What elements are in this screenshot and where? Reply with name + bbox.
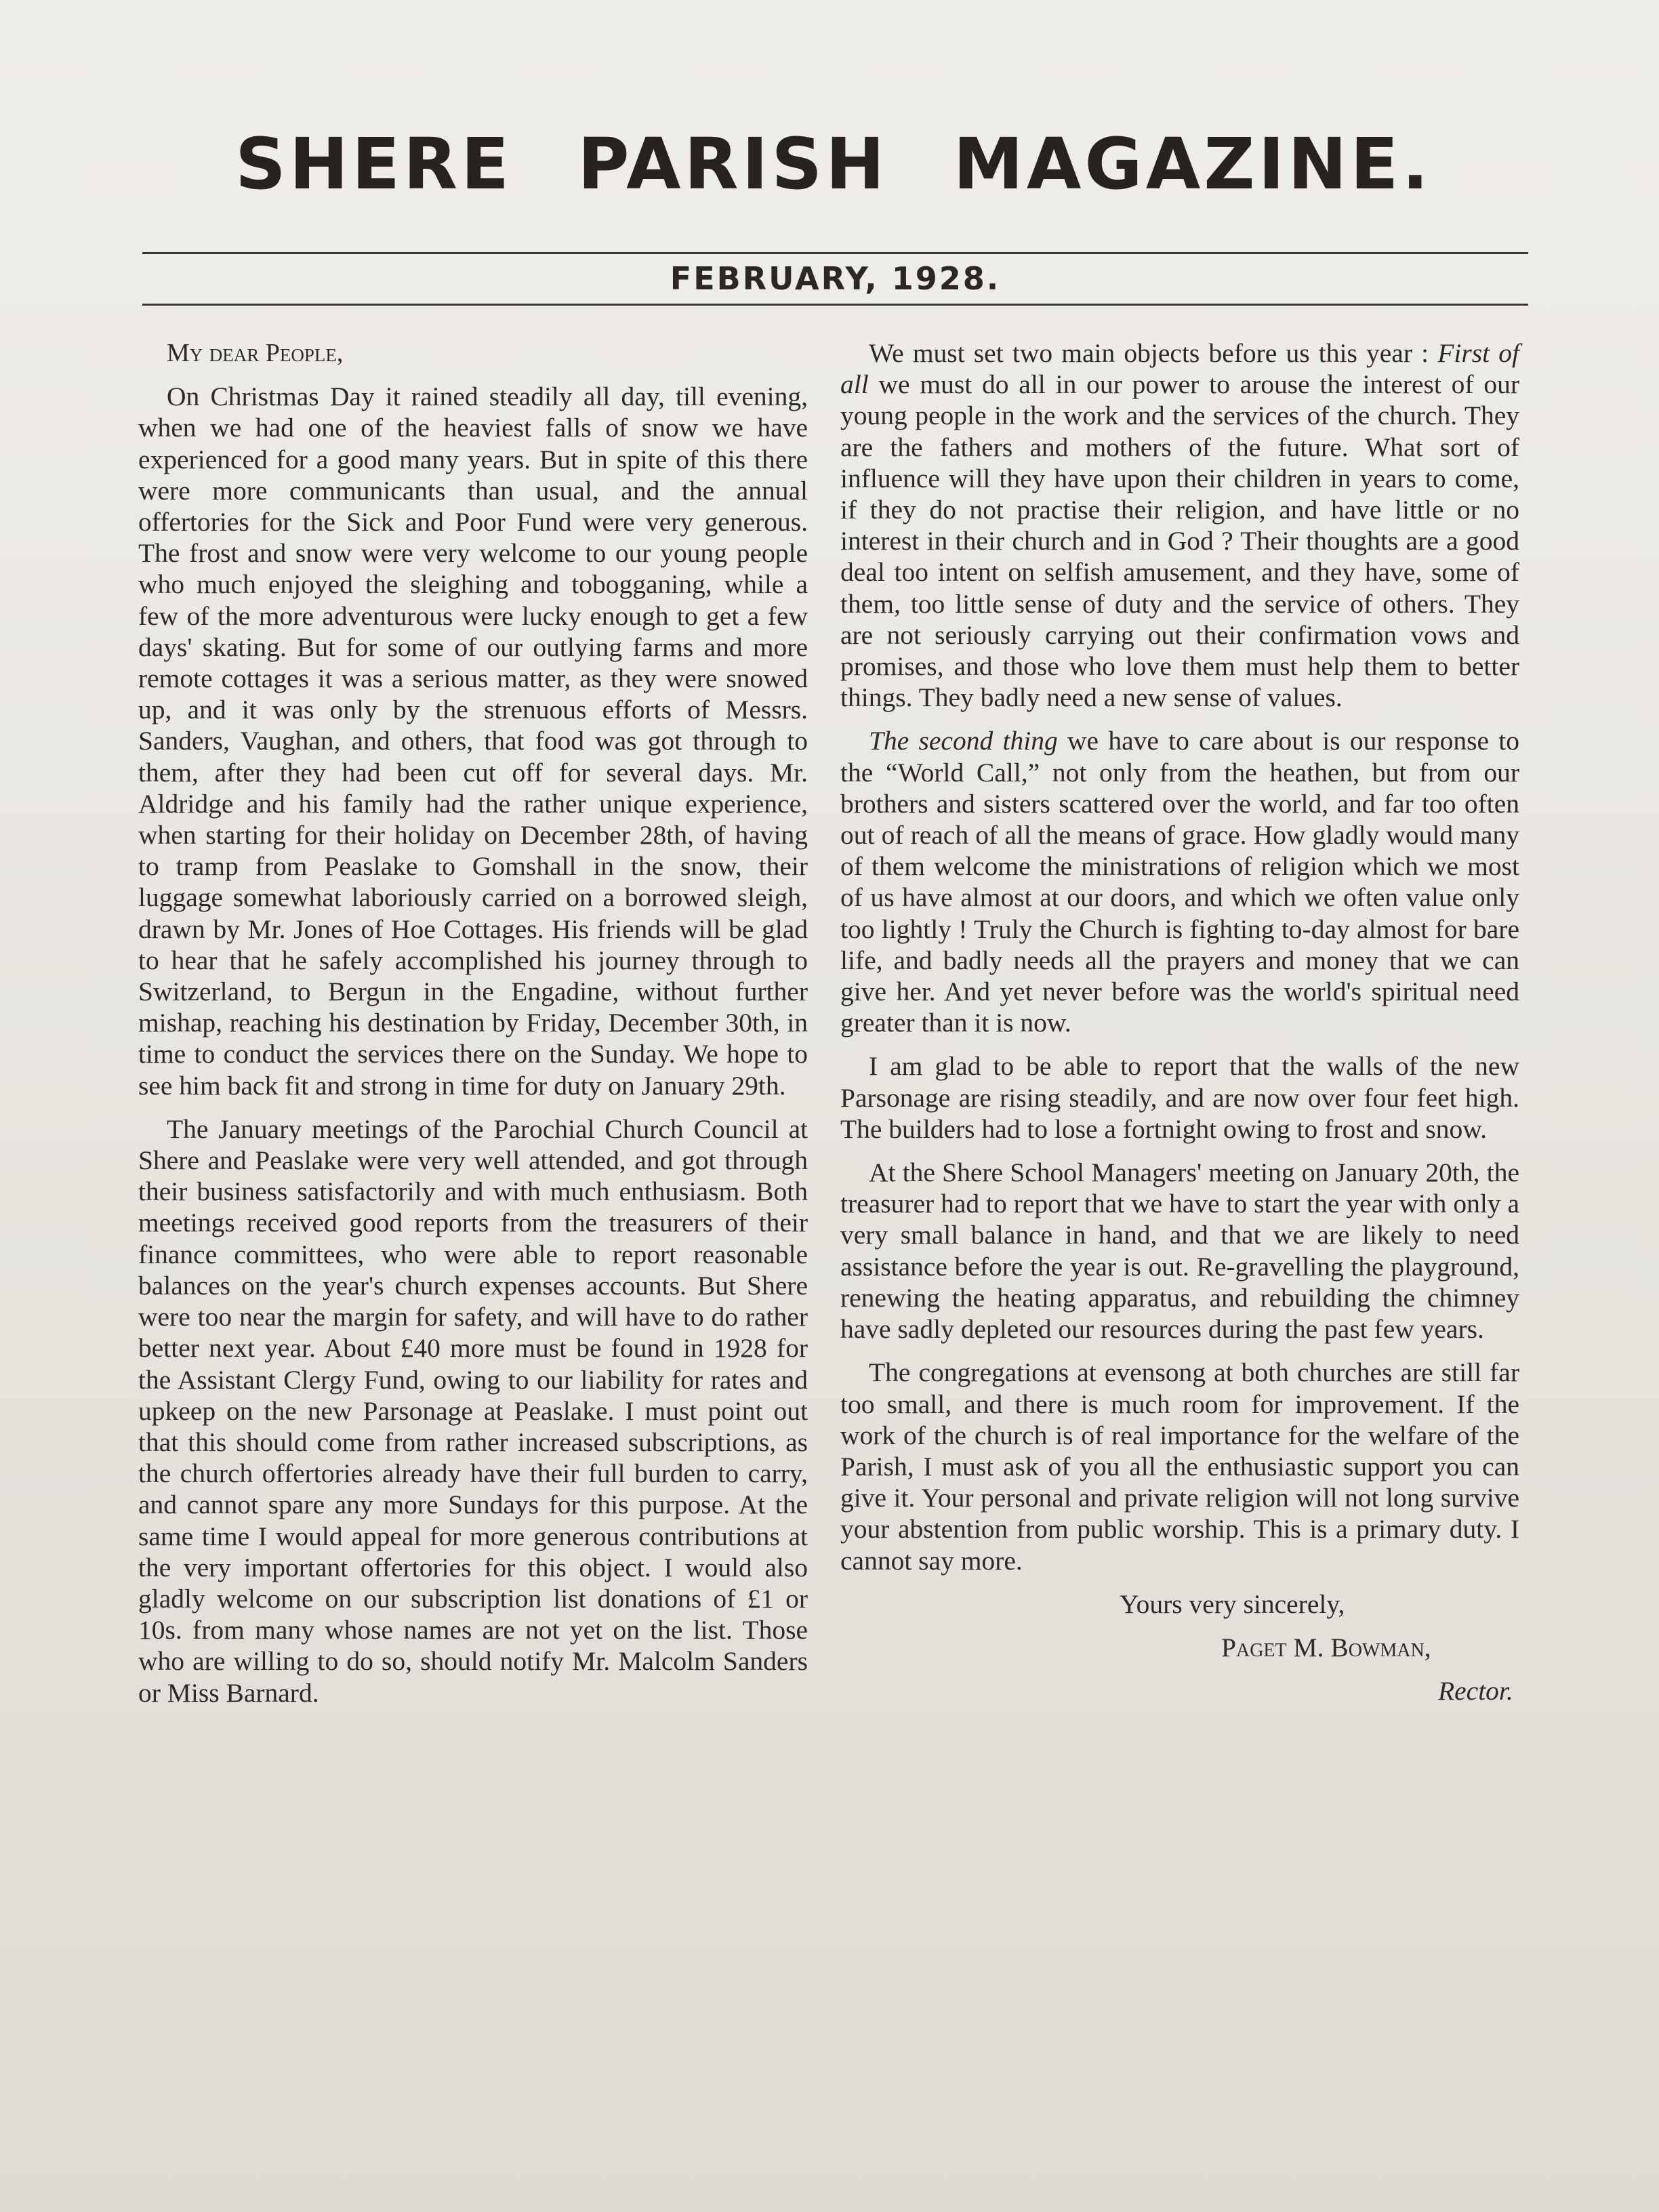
paragraph-world-call (840, 725, 1519, 1038)
issue-date: FEBRUARY, 1928. (670, 260, 1001, 297)
signature-title: Rector. (1438, 1676, 1513, 1706)
paragraph-main-objects (840, 337, 1519, 713)
paragraph-congregations: The congregations at evensong at both churches are still far too small, and there is much room for improvement. If the work of the church is of real importance for the welfare of the Parish, I must ask of you all the enthusiastic support you can give it. Your personal and private religion will not long survive your abstention from public worship. This is a primary duty. I cannot say more. (840, 1357, 1519, 1576)
signature-name: Paget M. Bowman, (1221, 1632, 1431, 1662)
masthead-title: SHERE PARISH MAGAZINE. (235, 123, 1432, 205)
paragraph-christmas: On Christmas Day it rained steadily all day, till evening, when we had one of the heaviest falls of snow we have experienced for a good many years. But in spite of this there were more communicants than usual, and the annual offertories for the Sick and Poor Fund were very generous. The frost and snow were very welcome to our young people who much enjoyed the sleighing and tobogganing, while a few of the more adventurous were lucky enough to get a few days' skating. But for some of our outlying farms and more remote cottages it was a serious matter, as they were snowed up, and it was only by the strenuous efforts of Messrs. Sanders, Vaughan, and others, that food was got through to them, after they had been cut off for several days. Mr. Aldridge and his family had the rather unique experience, when starting for their holiday on December 28th, of having to tramp from Peaslake to Gomshall in the snow, their luggage somewhat laboriously carried on a borrowed sleigh, drawn by Mr. Jones of Hoe Cottages. His friends will be glad to hear that he safely accomplished his journey through to Switzerland, to Bergun in the Engadine, without further mishap, reaching his destination by Friday, December 30th, in time to conduct the services there on the Sunday. We hope to see him back fit and strong in time for duty on January 29th. (138, 382, 808, 1101)
second-object-text: we have to care about is our response to the “World Call,” not only from the heathen, but from our brothers and sisters scattered over the world, and far too often out of reach of all the means of grace. How gladly would many of them welcome the ministrations of religion which we most of us have almost at our doors, and which we often value only too lightly ! Truly the Church is fighting to-day almost for bare life, and badly needs all the prayers and money that we can give her. And yet never before was the world's spiritual need greater than it is now. (840, 726, 1519, 1038)
bottom-rule (142, 304, 1528, 306)
main-objects-intro: We must set two main objects before us this year : (869, 338, 1429, 368)
closing-line: Yours very sincerely, (1120, 1589, 1345, 1619)
left-column (138, 337, 808, 1721)
first-object-text: we must do all in our power to arouse the interest of our young people in the work and the services of the church. They are the fathers and mothers of the future. What sort of influence will they have upon their children in years to come, if they do not practise their religion, and have little or no interest in their church and in God ? Their thoughts are a good deal too intent on selfish amusement, and they have, some of them, too little sense of duty and the service of others. They are not seriously carrying out their confirmation vows and promises, and those who love them must help them to better things. They badly need a new sense of values. (840, 369, 1520, 713)
paragraph-school-managers: At the Shere School Managers' meeting on January 20th, the treasurer had to report that we have to start the year with only a very small balance in hand, and that we are likely to need assistance before the year is out. Re-gravelling the playground, renewing the heating apparatus, and rebuilding the chimney have sadly depleted our resources during the past few years. (840, 1158, 1519, 1345)
salutation: My dear People, (167, 339, 344, 367)
top-rule (142, 252, 1528, 254)
right-column (840, 337, 1519, 1719)
second-thing-italic: The second thing (869, 726, 1058, 756)
first-of-all-italic: First of all (840, 338, 1520, 400)
paragraph-church-council: The January meetings of the Parochial Church Council at Shere and Peaslake were very well attended, and got through their business satisfactorily and with much enthusiasm. Both meetings received good reports from the treasurers of their finance committees, who were able to report reasonable balances on the year's church expenses accounts. But Shere were too near the margin for safety, and will have to do rather better next year. About £40 more must be found in 1928 for the Assistant Clergy Fund, owing to our liability for rates and upkeep on the new Parsonage at Peaslake. I must point out that this should come from rather increased subscriptions, as the church offertories already have their full burden to carry, and cannot spare any more Sundays for this purpose. At the same time I would appeal for more generous contributions at the very important offertories for this object. I would also gladly welcome on our subscription list donations of £1 or 10s. from many whose names are not yet on the list. Those who are willing to do so, should notify Mr. Malcolm Sanders or Miss Barnard. (138, 1113, 808, 1708)
paragraph-parsonage: I am glad to be able to report that the walls of the new Parsonage are rising steadily, and are now over four feet high. The builders had to lose a fortnight owing to frost and snow. (840, 1051, 1519, 1144)
